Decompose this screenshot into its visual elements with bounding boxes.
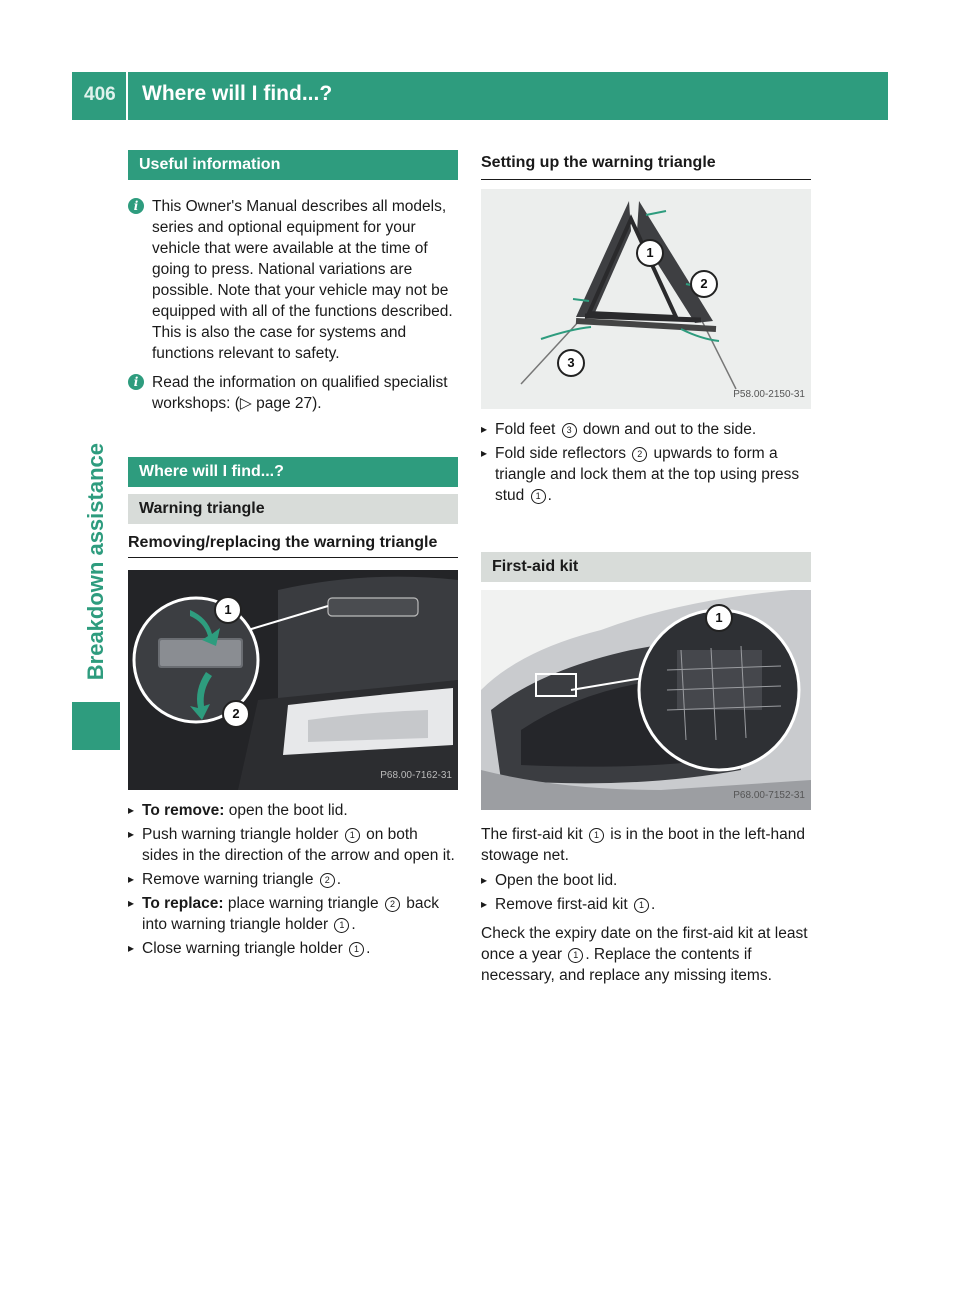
callout-1: 1 — [705, 604, 733, 632]
step-text — [495, 894, 811, 915]
step-body: Close warning triangle holder — [142, 940, 348, 957]
car-boot-illustration — [481, 590, 811, 810]
useful-info-band: Useful information — [128, 150, 458, 180]
callout-ref-3: 3 — [562, 423, 577, 438]
step-item — [128, 800, 458, 821]
side-tab — [72, 120, 120, 750]
callout-ref-1: 1 — [531, 489, 546, 504]
figure-code: P58.00-2150-31 — [733, 389, 805, 400]
warning-triangle-band: Warning triangle — [128, 494, 458, 524]
info-note-1 — [128, 196, 458, 364]
step-text: Open the boot lid. — [495, 872, 618, 889]
where-band: Where will I find...? — [128, 457, 458, 487]
info-icon: i — [128, 198, 144, 214]
first-aid-expiry — [481, 923, 811, 986]
step-body: . — [547, 487, 552, 504]
step-item — [128, 893, 458, 935]
step-body: on both sides in the direction of the arrow and open it. — [142, 826, 455, 864]
step-item — [481, 443, 811, 506]
arrow-right-icon: ▸ — [128, 803, 135, 817]
step-body: upwards to form a triangle and lock them at the top using press stud — [495, 445, 800, 504]
arrow-right-icon: ▸ — [128, 941, 135, 955]
info-icon: i — [128, 374, 144, 390]
step-item — [481, 870, 811, 891]
right-column — [481, 150, 811, 986]
arrow-right-icon: ▸ — [481, 897, 488, 911]
step-body: back into warning triangle holder — [142, 895, 440, 933]
callout-ref-1: 1 — [345, 828, 360, 843]
step-body: Remove first-aid kit — [495, 896, 632, 913]
callout-ref-1: 1 — [334, 918, 349, 933]
callout-ref-1: 1 — [568, 948, 583, 963]
step-body: . — [650, 896, 656, 913]
step-item — [128, 869, 458, 890]
arrow-right-icon: ▸ — [481, 873, 488, 887]
step-text — [142, 893, 458, 935]
info2-pre: Read the information on qualified specialist workshops: ( — [152, 374, 448, 412]
setup-steps — [481, 419, 811, 506]
step-item — [481, 894, 811, 915]
arrow-right-icon: ▸ — [481, 446, 488, 460]
info2-post: ). — [312, 395, 322, 412]
step-text — [495, 419, 811, 440]
para-text: is in the boot in the left-hand stowage net. — [481, 826, 806, 864]
arrow-right-icon: ▸ — [481, 422, 488, 436]
callout-1: 1 — [214, 596, 242, 624]
first-aid-figure — [481, 590, 811, 810]
step-item — [481, 419, 811, 440]
step-body: . — [366, 940, 371, 957]
triangle-illustration — [481, 189, 811, 409]
side-label-wrap — [72, 120, 120, 680]
para-text: The first-aid kit — [481, 826, 587, 843]
first-aid-steps — [481, 870, 811, 915]
step-body: Fold side reflectors — [495, 445, 631, 462]
step-body: Fold feet — [495, 421, 560, 438]
step-body: open the boot lid. — [224, 802, 348, 819]
step-bold: To replace: — [142, 895, 224, 912]
callout-ref-2: 2 — [632, 447, 647, 462]
step-text — [142, 824, 458, 866]
step-body: . — [336, 871, 342, 888]
para-text: Check the expiry date on the first-aid kit at least once a year — [481, 925, 808, 963]
callout-2: 2 — [690, 270, 718, 298]
page-number: 406 — [84, 84, 116, 105]
step-body: down and out to the side. — [578, 421, 757, 438]
callout-ref-2: 2 — [385, 897, 400, 912]
first-aid-band: First-aid kit — [481, 552, 811, 582]
arrow-right-icon: ▸ — [128, 896, 135, 910]
step-item — [128, 824, 458, 866]
callout-ref-2: 2 — [320, 873, 335, 888]
triangle-setup-figure — [481, 189, 811, 409]
step-body: . — [351, 916, 356, 933]
side-tab-block — [72, 702, 120, 750]
step-item — [128, 938, 458, 959]
side-tab-label: Breakdown assistance — [83, 442, 108, 680]
step-text — [142, 938, 458, 959]
step-bold: To remove: — [142, 802, 225, 819]
step-body: place warning triangle — [223, 895, 383, 912]
warning-triangle-figure — [128, 570, 458, 790]
step-body: Remove warning triangle — [142, 871, 318, 888]
arrow-right-icon: ▸ — [128, 827, 135, 841]
removing-heading: Removing/replacing the warning triangle — [128, 532, 458, 558]
first-aid-location — [481, 824, 811, 866]
figure-code: P68.00-7162-31 — [380, 770, 452, 781]
info-note-2 — [128, 372, 458, 414]
page-header — [72, 72, 888, 120]
callout-2: 2 — [222, 700, 250, 728]
callout-ref-1: 1 — [349, 942, 364, 957]
callout-1: 1 — [636, 239, 664, 267]
info-text-1: This Owner's Manual describes all models, series and optional equipment for your vehicle that were available at the time of going to press. National variations are possible. Note that your vehicle may not be equipped with all of the functions described. This is also the case for systems and functions relevant to safety. — [152, 198, 453, 362]
arrow-right-icon: ▸ — [128, 872, 135, 886]
callout-ref-1: 1 — [634, 898, 649, 913]
removing-steps — [128, 800, 458, 959]
info-text-2 — [152, 372, 458, 414]
step-text — [495, 443, 811, 506]
boot-illustration — [128, 570, 458, 790]
figure-code: P68.00-7152-31 — [733, 790, 805, 801]
callout-3: 3 — [557, 349, 585, 377]
para-text: . Replace the contents if necessary, and replace any missing items. — [481, 946, 772, 984]
header-divider — [126, 72, 128, 120]
step-text — [142, 869, 458, 890]
step-text — [142, 800, 458, 821]
setting-up-heading: Setting up the warning triangle — [481, 152, 811, 180]
page-title: Where will I find...? — [142, 82, 333, 105]
page-reference-link[interactable]: ▷ page 27 — [239, 395, 313, 412]
left-column — [128, 150, 458, 959]
step-body: Push warning triangle holder — [142, 826, 343, 843]
callout-ref-1: 1 — [589, 828, 604, 843]
